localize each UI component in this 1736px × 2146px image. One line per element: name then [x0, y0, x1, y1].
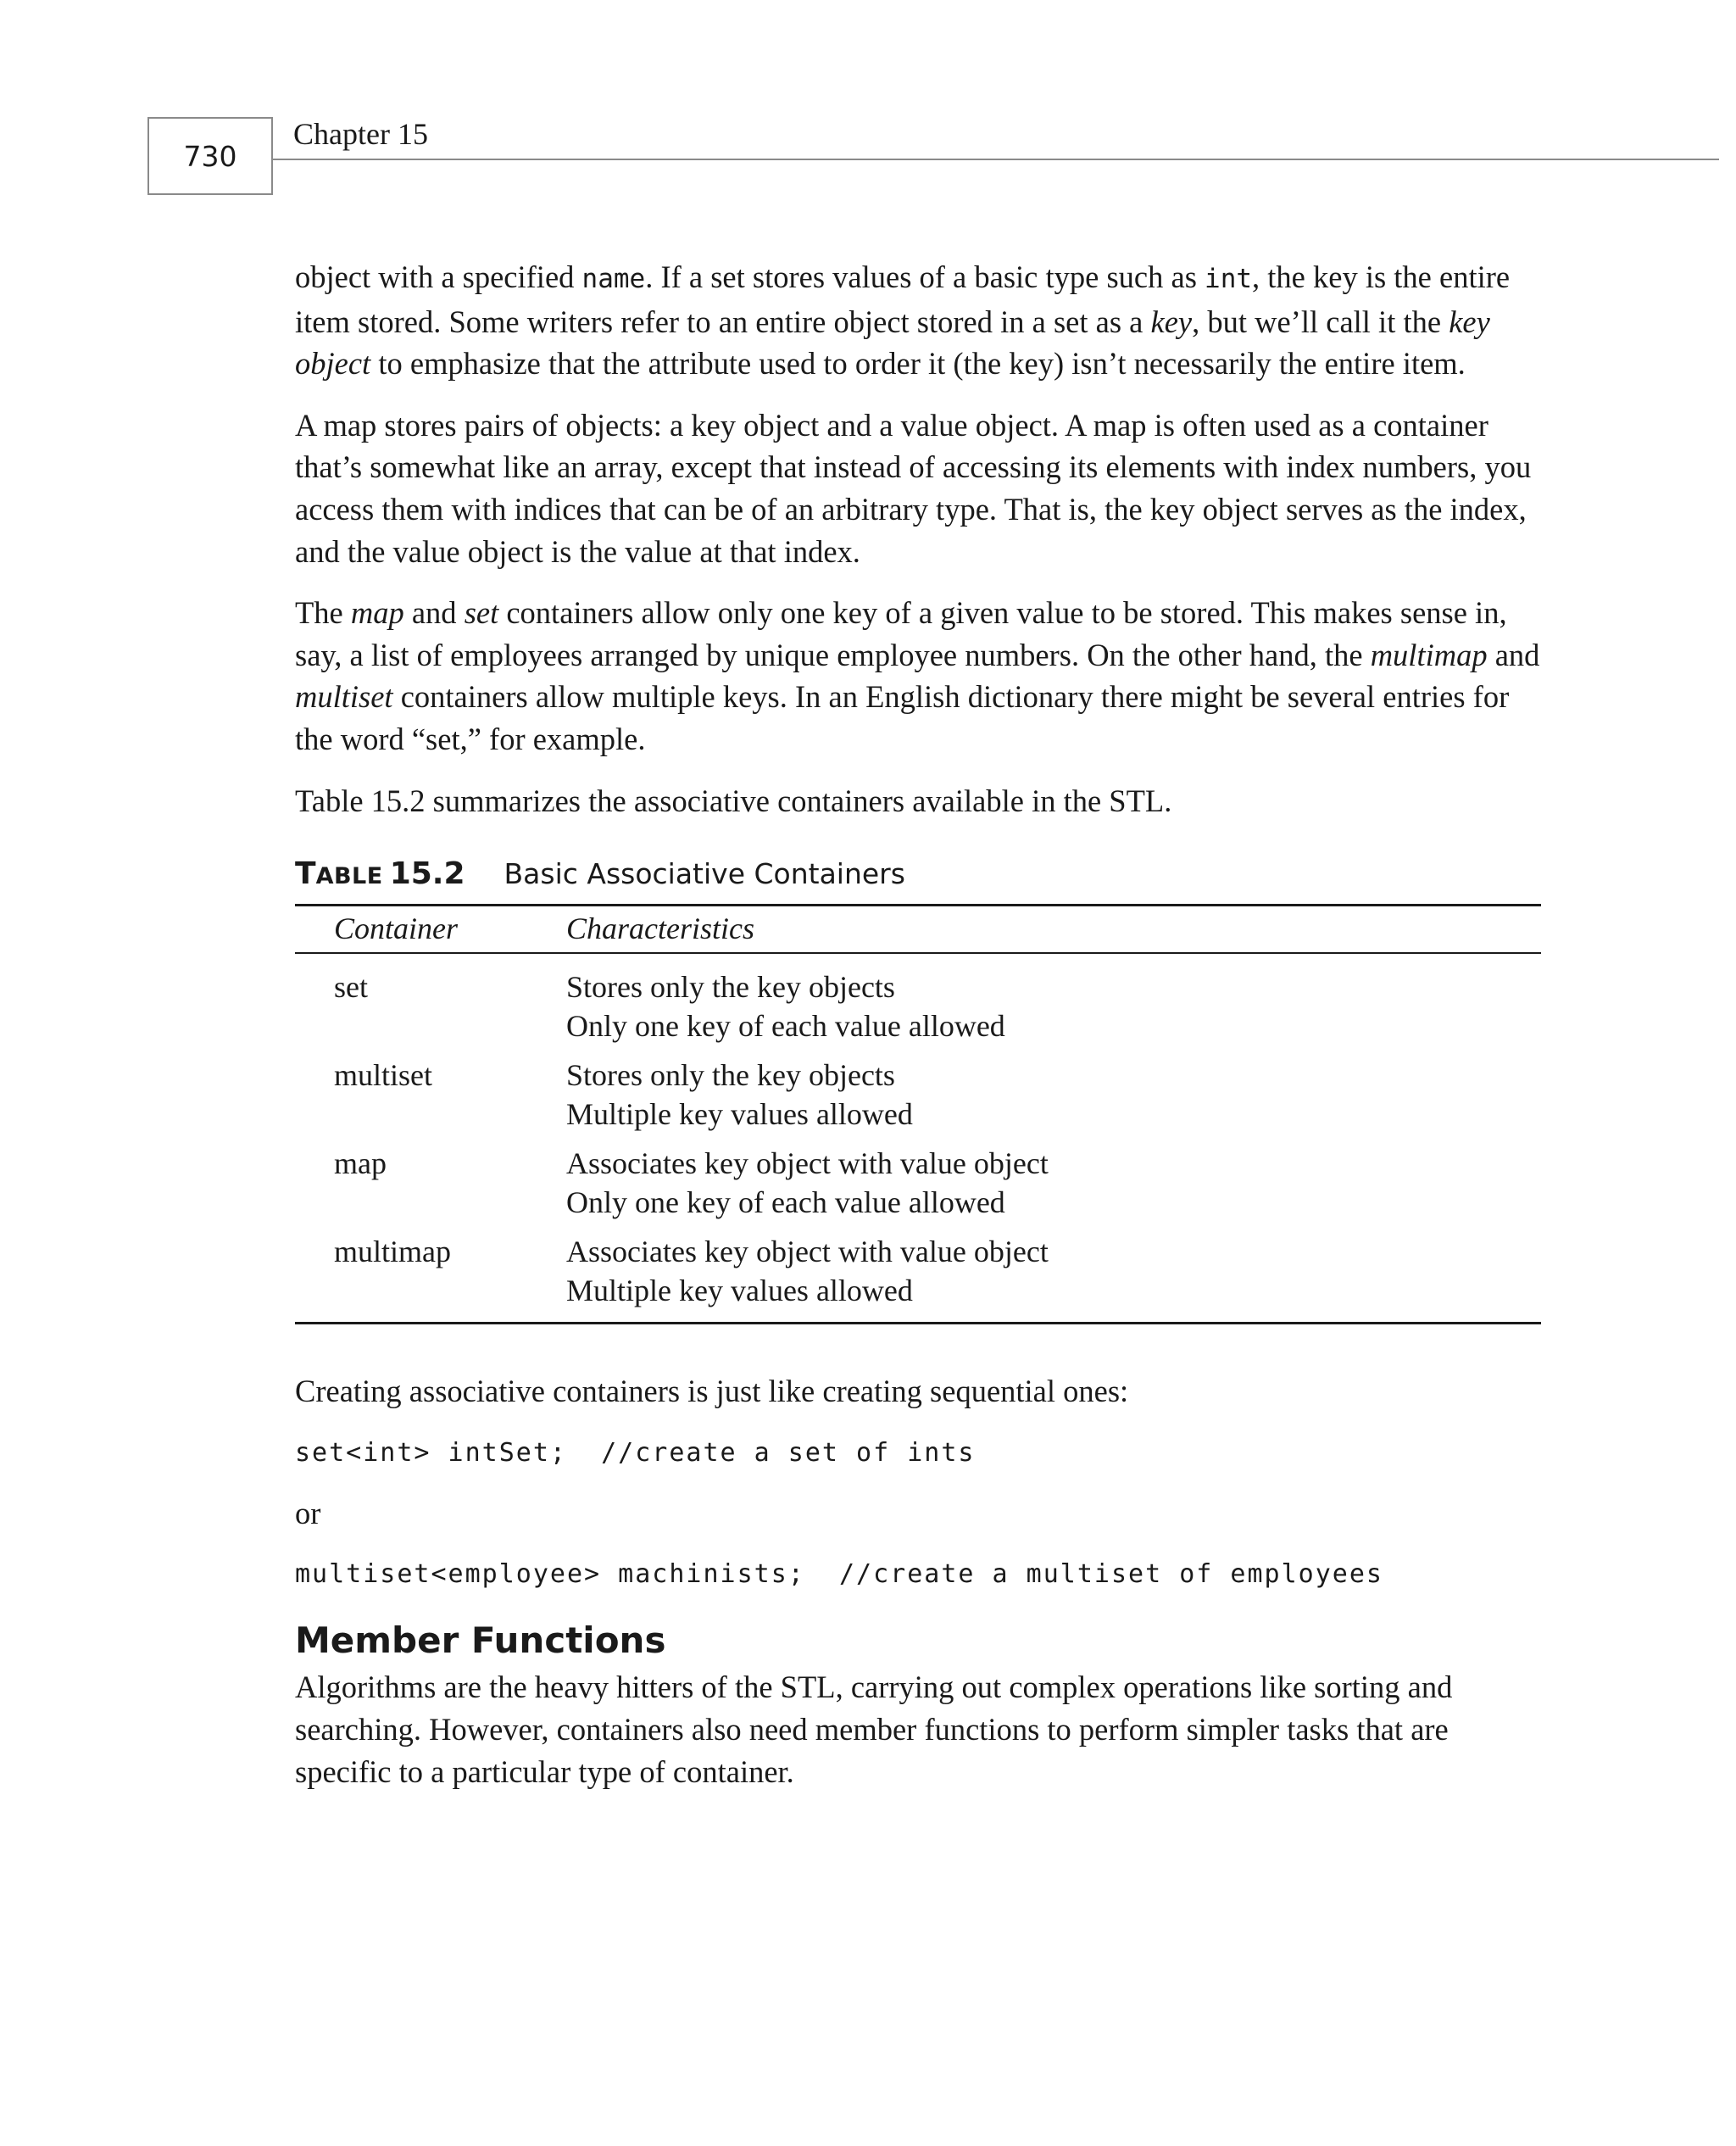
characteristics-cell [566, 1056, 1541, 1144]
characteristic-line: Only one key of each value allowed [566, 1009, 1005, 1044]
italic-term: multiset [295, 679, 393, 715]
associative-containers-table [295, 904, 1541, 1324]
table-label-initial: T [295, 856, 316, 892]
code-example-multiset: multiset<employee> machinists; //create a multiset of employees [295, 1559, 1383, 1590]
characteristic-line: Multiple key values allowed [566, 1097, 913, 1132]
text-run: object with a specified [295, 259, 582, 294]
inline-code: int [1205, 264, 1253, 294]
table-row [295, 953, 1541, 1056]
italic-term: key [1150, 304, 1193, 339]
italic-term: multimap [1370, 637, 1488, 672]
characteristic-line: Stores only the key objects [566, 970, 895, 1005]
text-run: and [403, 595, 465, 631]
characteristics-cell [566, 953, 1541, 1056]
column-header: Characteristics [566, 911, 754, 946]
text-run: and [1487, 637, 1540, 672]
table-number: 15.2 [389, 856, 465, 892]
text-run: The [295, 595, 351, 631]
page-body [295, 256, 1541, 1812]
text-run: containers allow only one key of a given value to be stored. This makes sense in, say, a list of employees arranged by unique employee numbers. On the other hand, the [295, 595, 1507, 672]
paragraph-1 [295, 256, 1541, 385]
container-cell: multimap [334, 1235, 451, 1269]
code-example-set: set<int> intSet; //create a set of ints [295, 1437, 976, 1468]
table-row [295, 1232, 1541, 1324]
table-caption [295, 856, 1541, 895]
text-run: containers allow multiple keys. In an English dictionary there might be several entries for the word “set,” for example. [295, 679, 1510, 756]
header-rule [273, 159, 1719, 160]
or-text: or [295, 1495, 321, 1530]
italic-term: map [350, 595, 404, 631]
characteristic-line: Associates key object with value object [566, 1235, 1049, 1269]
table-title: Basic Associative Containers [504, 857, 905, 891]
page-number: 730 [147, 117, 273, 195]
characteristic-line: Multiple key values allowed [566, 1274, 913, 1308]
table-label-smallcaps: ABLE [315, 863, 383, 890]
italic-term: key object [295, 304, 1490, 382]
container-cell: map [334, 1146, 387, 1181]
table-row [295, 1144, 1541, 1232]
container-cell: set [334, 970, 368, 1005]
paragraph-5: Creating associative containers is just like creating sequential ones: [295, 1374, 1129, 1409]
text-run: to emphasize that the attribute used to order it (the key) isn’t necessarily the entire item. [370, 346, 1466, 382]
characteristic-line: Stores only the key objects [566, 1058, 895, 1093]
table-label [295, 856, 383, 895]
characteristic-line: Associates key object with value object [566, 1146, 1049, 1181]
container-cell: multiset [334, 1058, 432, 1093]
chapter-title: Chapter 15 [293, 117, 428, 151]
table-row [295, 1056, 1541, 1144]
section-heading: Member Functions [295, 1619, 666, 1662]
italic-term: set [464, 595, 499, 631]
characteristics-cell [566, 1144, 1541, 1232]
text-run: , the key is the entire item stored. Some writers refer to an entire object stored in a set as a [295, 259, 1511, 339]
paragraph-6: Algorithms are the heavy hitters of the STL, carrying out complex operations like sorting and searching. However, containers also need member functions to perform simpler tasks that are specific to a particular type of container. [295, 1669, 1453, 1789]
table-header-row [295, 906, 1541, 954]
paragraph-4: Table 15.2 summarizes the associative containers available in the STL. [295, 783, 1172, 818]
text-run: . If a set stores values of a basic type such as [645, 259, 1205, 294]
paragraph-3 [295, 592, 1541, 760]
paragraph-2: A map stores pairs of objects: a key object and a value object. A map is often used as a container that’s somewhat like an array, except that instead of accessing its elements with index numbers, you access them with indices that can be of an arbitrary type. That is, the key object serves as the index, and the value object is the value at that index. [295, 407, 1532, 569]
inline-code: name [581, 264, 646, 294]
characteristic-line: Only one key of each value allowed [566, 1185, 1005, 1220]
column-header: Container [334, 911, 459, 946]
characteristics-cell [566, 1232, 1541, 1324]
text-run: , but we’ll call it the [1192, 304, 1449, 339]
